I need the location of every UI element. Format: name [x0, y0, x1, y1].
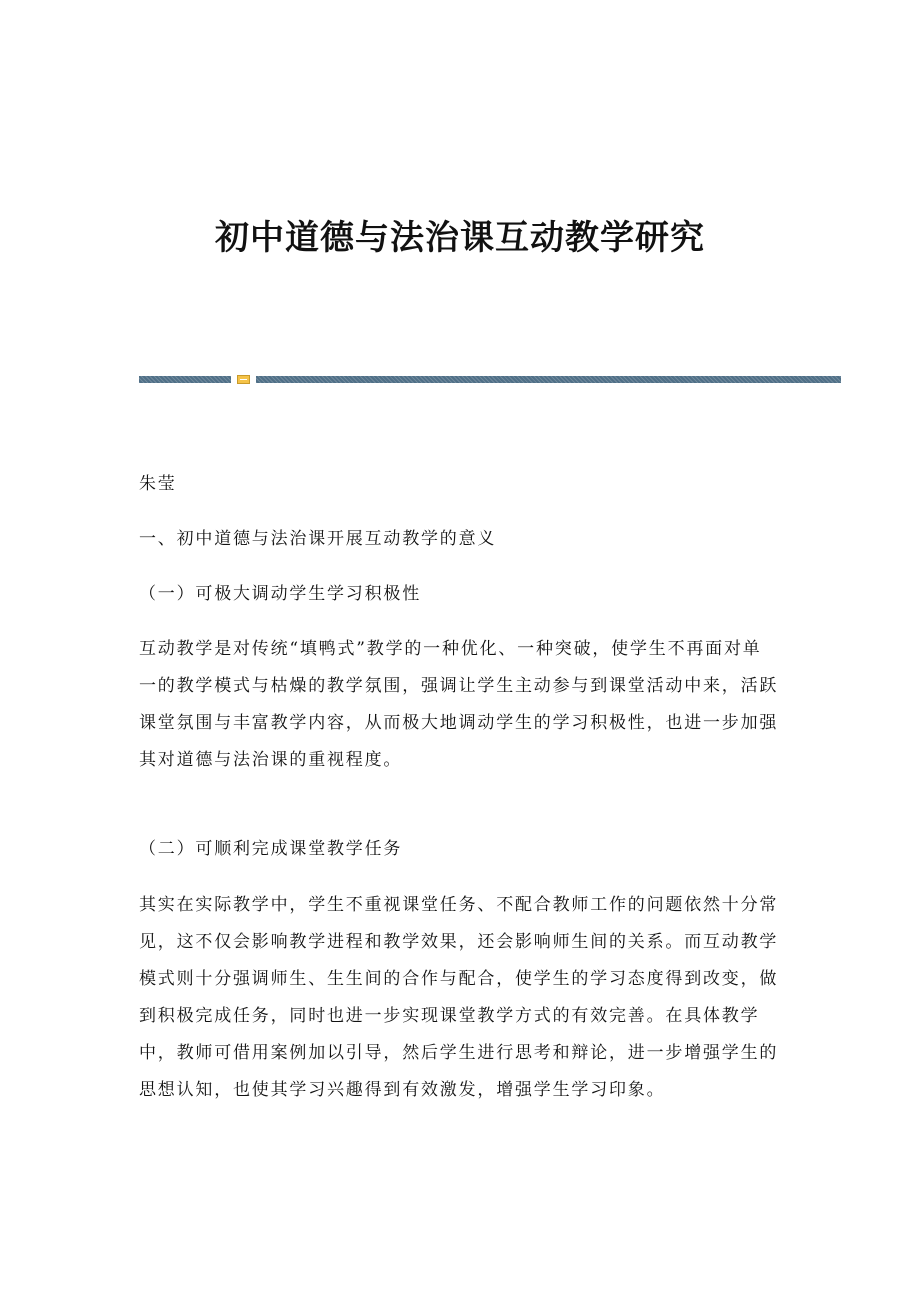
section-heading: 一、初中道德与法治课开展互动教学的意义	[139, 529, 497, 549]
subheading-enthusiasm: （一）可极大调动学生学习积极性	[139, 584, 421, 604]
divider-left-bar	[139, 376, 231, 383]
paragraph-teaching-tasks: 其实在实际教学中，学生不重视课堂任务、不配合教师工作的问题依然十分常见，这不仅会影响教学进程和教学效果，还会影响师生间的关系。而互动教学模式则十分强调师生、生生间的合作与配合，使学生的学习态度得到改变，做到积极完成任务，同时也进一步实现课堂教学方式的有效完善。在具体教学中，教师可借用案例加以引导，然后学生进行思考和辩论，进一步增强学生的思想认知，也使其学习兴趣得到有效激发，增强学生学习印象。	[139, 895, 779, 1100]
subheading-teaching-tasks: （二）可顺利完成课堂教学任务	[139, 839, 403, 859]
paragraph-enthusiasm: 互动教学是对传统“填鸭式”教学的一种优化、一种突破，使学生不再面对单一的教学模式与枯燥的教学氛围，强调让学生主动参与到课堂活动中来，活跃课堂氛围与丰富教学内容，从而极大地调动学生的学习积极性，也进一步加强其对道德与法治课的重视程度。	[139, 639, 779, 770]
title-divider	[139, 375, 841, 384]
author-name: 朱莹	[139, 474, 177, 494]
divider-right-bar	[256, 376, 841, 383]
page-title: 初中道德与法治课互动教学研究	[215, 218, 705, 258]
divider-ornament-icon	[237, 375, 250, 384]
